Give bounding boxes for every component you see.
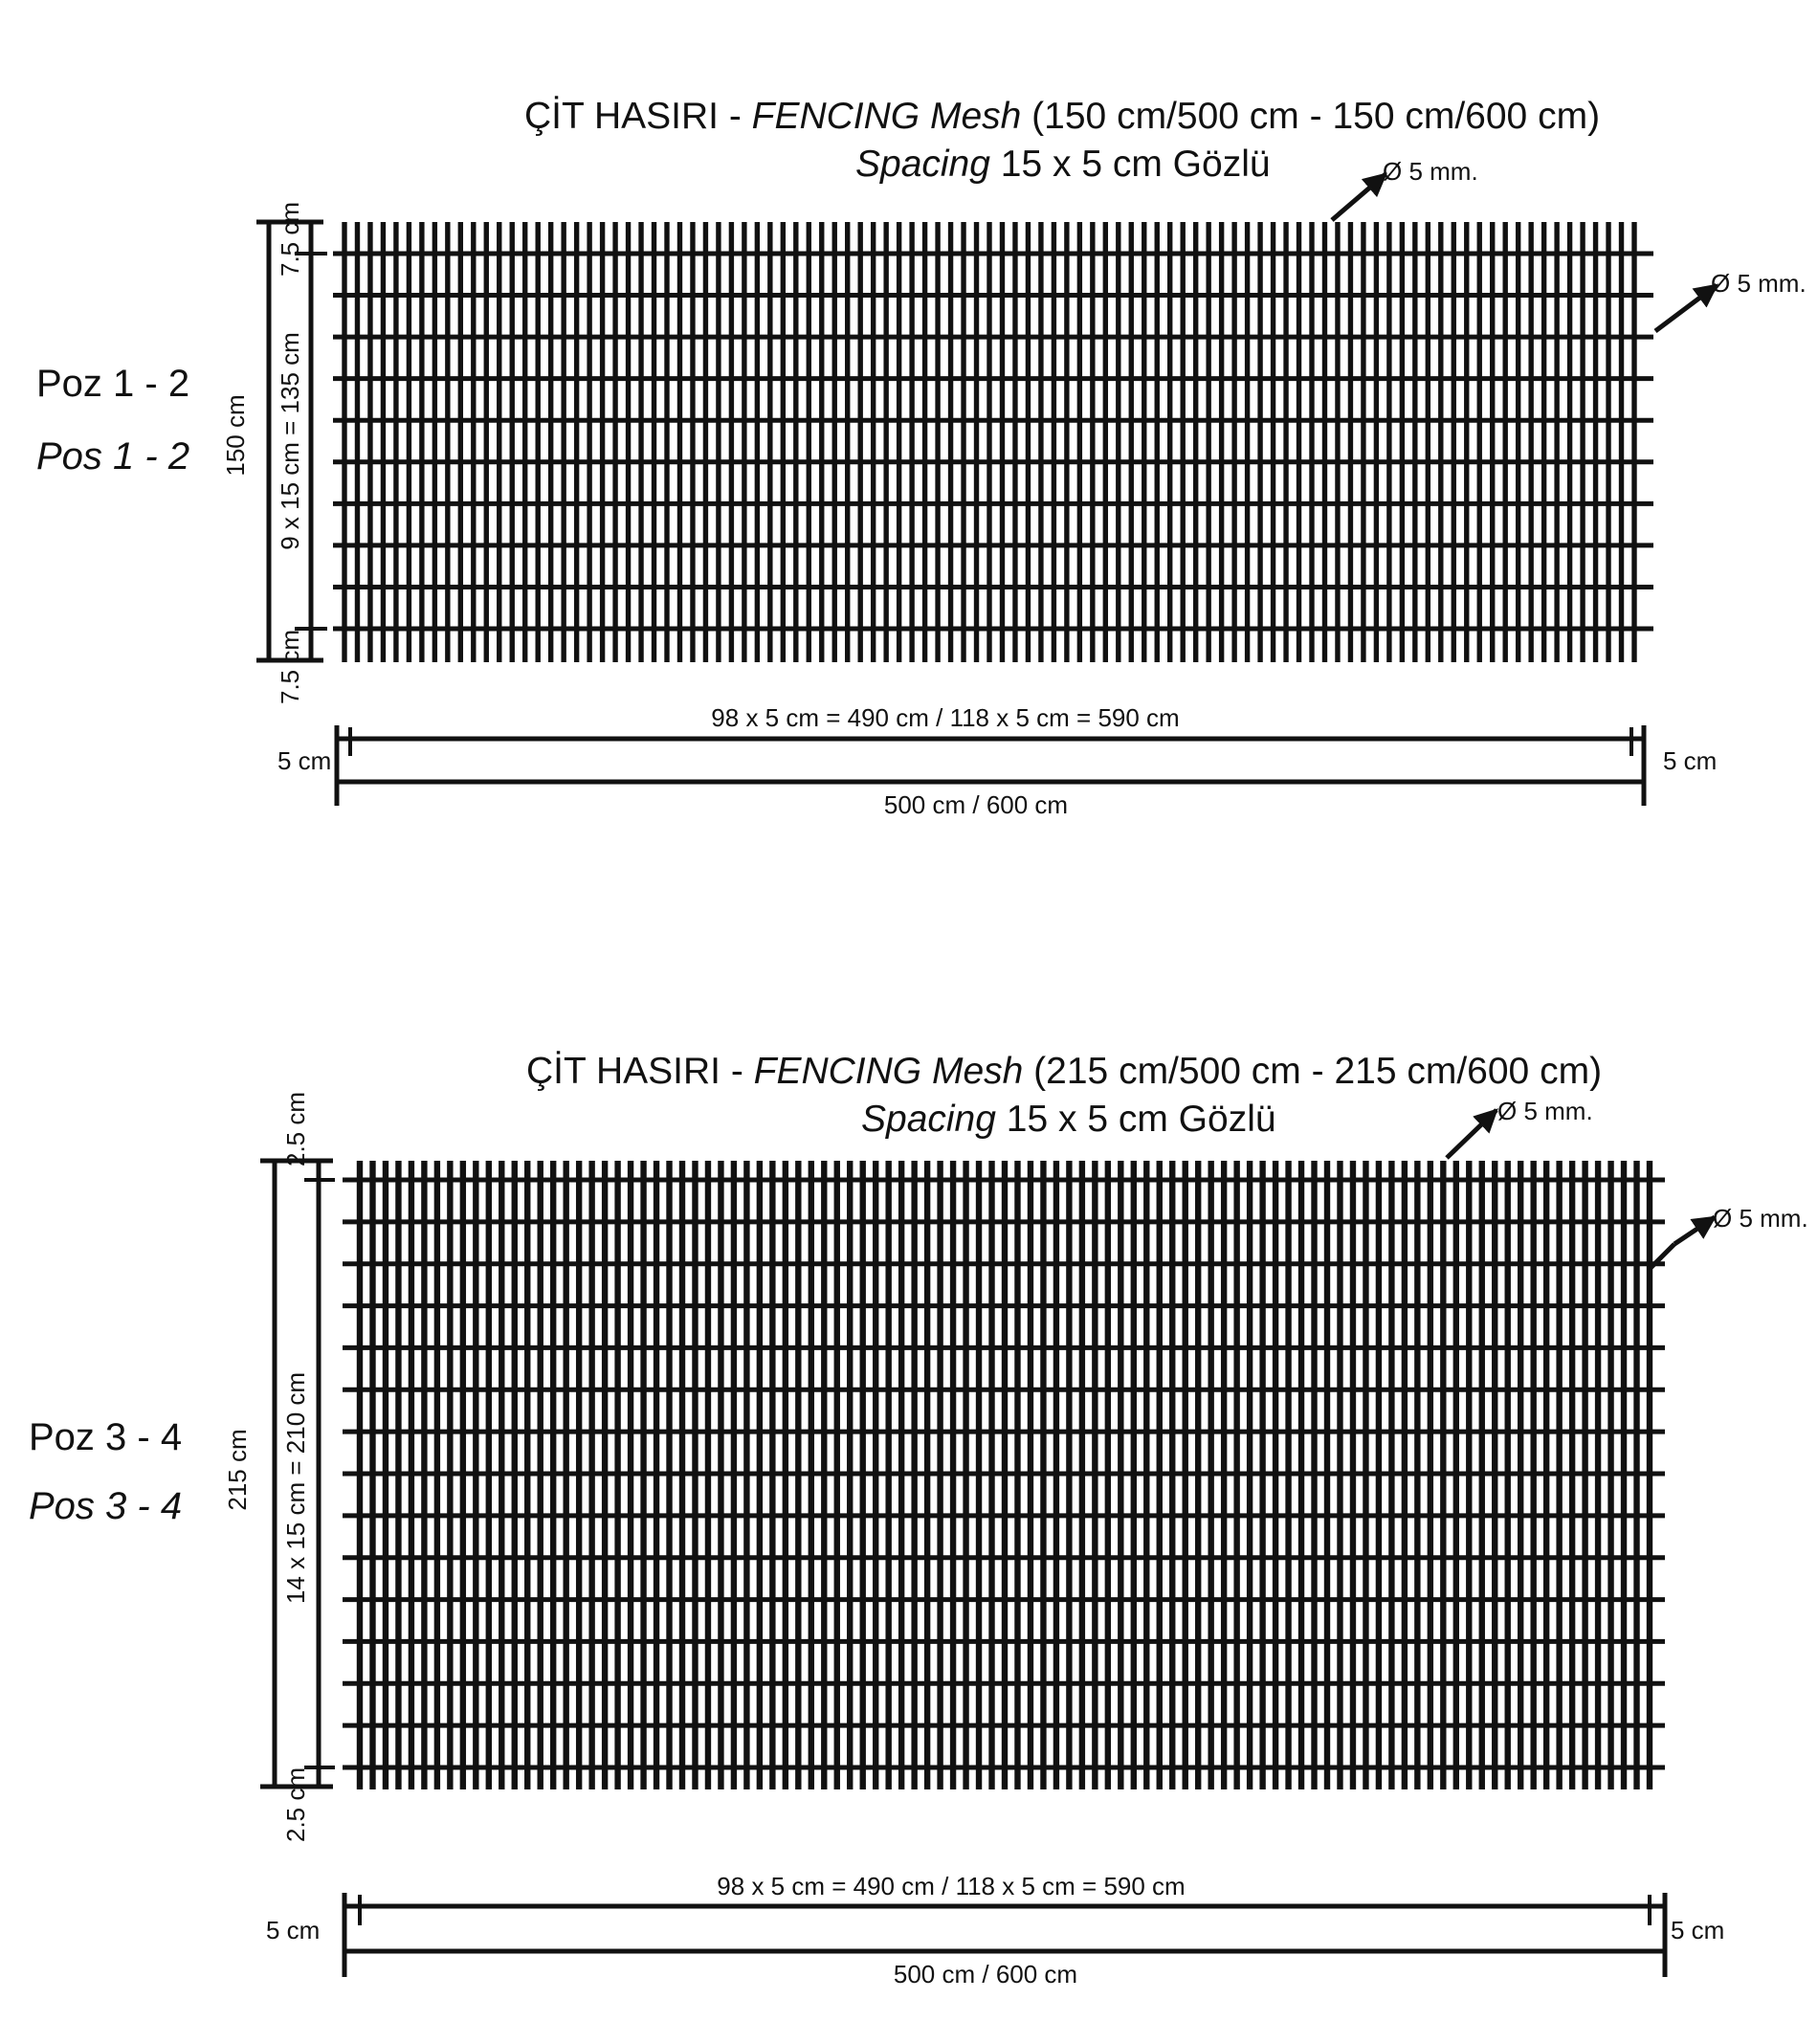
panel-1-bottom-margin-label: 7.5 cm (276, 629, 304, 705)
panel-2-total-width-label: 500 cm / 600 cm (893, 1960, 1078, 1988)
panel-1-subtitle: Spacing 15 x 5 cm Gözlü (855, 144, 1271, 185)
panel-2-title: ÇİT HASIRI - FENCING Mesh (215 cm/500 cm - 215 cm/600 cm) (526, 1051, 1603, 1092)
panel-2-inner-width-label: 98 x 5 cm = 490 cm / 118 x 5 cm = 590 cm (717, 1872, 1186, 1900)
panel-2-total-height-label: 215 cm (223, 1429, 252, 1511)
panel-2-mesh (343, 1161, 1665, 1789)
panel-2-inner-height-label: 14 x 15 cm = 210 cm (281, 1371, 310, 1605)
panel-1-inner-width-label: 98 x 5 cm = 490 cm / 118 x 5 cm = 590 cm (711, 703, 1180, 732)
panel-1-pos-label: Poz 1 - 2 (36, 363, 190, 405)
panel-1-total-width-label: 500 cm / 600 cm (883, 790, 1069, 819)
panel-2-pos-label-italic: Pos 3 - 4 (29, 1485, 183, 1527)
panel-1-right-end-label: 5 cm (1663, 746, 1718, 775)
panel-1-title: ÇİT HASIRI - FENCING Mesh (150 cm/500 cm - 150 cm/600 cm) (524, 96, 1601, 137)
panel-1-mesh (333, 222, 1653, 662)
panel-2-wire-side-label: Ø 5 mm. (1713, 1204, 1808, 1233)
panel-2-wire-top-arrow (1447, 1110, 1497, 1158)
panel-1-top-margin-label: 7.5 cm (276, 201, 304, 278)
panel-2-top-margin-label: 2.5 cm (281, 1091, 310, 1167)
panel-2-pos-label: Poz 3 - 4 (29, 1416, 183, 1458)
panel-1-pos-label-italic: Pos 1 - 2 (36, 435, 190, 478)
panel-1-total-height-label: 150 cm (221, 394, 250, 477)
panel-2-subtitle: Spacing 15 x 5 cm Gözlü (861, 1099, 1276, 1140)
panel-1 (36, 96, 1807, 819)
panel-2 (29, 1051, 1808, 1988)
panel-2-wire-top-label: Ø 5 mm. (1497, 1097, 1593, 1125)
panel-1-wire-side-arrow (1655, 285, 1717, 331)
panel-2-left-end-label: 5 cm (266, 1916, 321, 1944)
panel-1-wire-top-arrow (1332, 174, 1386, 220)
panel-1-inner-height-label: 9 x 15 cm = 135 cm (276, 332, 304, 550)
panel-1-left-end-label: 5 cm (277, 746, 332, 775)
panel-1-wire-top-label: Ø 5 mm. (1383, 157, 1478, 186)
panel-2-wire-side-arrow-tip (1674, 1217, 1715, 1244)
panel-1-wire-side-label: Ø 5 mm. (1711, 269, 1807, 298)
panel-2-right-end-label: 5 cm (1671, 1916, 1725, 1944)
panel-2-bottom-margin-label: 2.5 cm (281, 1766, 310, 1843)
